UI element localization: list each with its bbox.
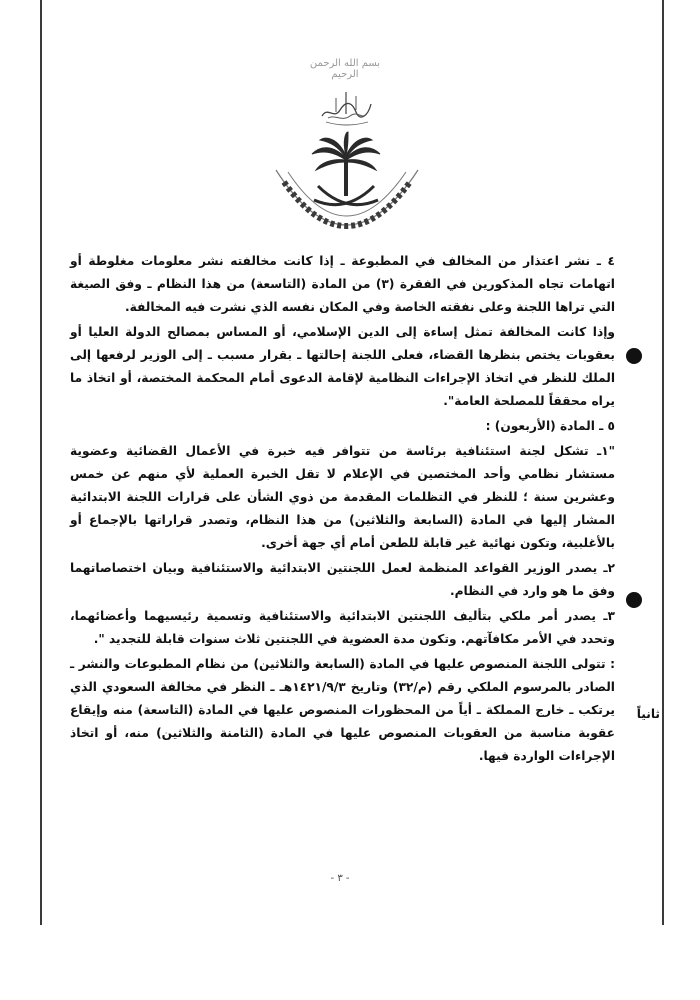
punch-hole-top	[626, 348, 642, 364]
clause-2: ٢ـ يصدر الوزير القواعد المنظمة لعمل اللجنتين الابتدائية والاستئنافية وبيان اختصاصاتهما وفق ما هو وارد في النظام.	[70, 561, 615, 598]
paragraph-item-4: ٤ ـ نشر اعتذار من المخالف في المطبوعة ـ إذا كانت مخالفته نشر معلومات مغلوطة أو اتهامات تجاه المذكورين في الفقرة (٣) من المادة (التاسعة) من هذا النظام ـ وفق الصيغة التي تراها اللجنة وعلى نفقته الخاصة وفي المكان نفسه الذي نشرت فيه المخالفة.	[70, 254, 615, 314]
section-second-text: : تتولى اللجنة المنصوص عليها في المادة (السابعة والثلاثين) من نظام المطبوعات والنشر ـ الصادر بالمرسوم الملكي رقم (م/٣٢) وتاريخ ١٤٢١/٩/٣هـ ـ النظر في مخالفة السعودي الذي يرتكب ـ خارج المملكة ـ أياً من المحظورات المنصوص عليها في المادة (التاسعة) منه وإيقاع عقوبة مناسبة من العقوبات المنصوص عليها في المادة (الثامنة والثلاثين) منه، أو اتخاذ الإجراءات الواردة فيها.	[70, 657, 615, 763]
left-margin-rule	[40, 0, 42, 925]
document-body	[70, 250, 615, 770]
section-second-label: ثانياً	[636, 707, 660, 721]
clause-3: ٣ـ يصدر أمر ملكي بتأليف اللجنتين الابتدائية والاستئنافية وتسمية رئيسيهما وأعضائهما، وتحدد في الأمر مكافآتهم. وتكون مدة العضوية في اللجنتين ثلاث سنوات قابلة للتجديد ".	[70, 609, 615, 646]
shahada-calligraphy-icon	[316, 86, 376, 128]
palm-tree-icon	[312, 132, 380, 196]
saudi-emblem-seal	[262, 130, 432, 245]
right-margin-rule	[662, 0, 664, 925]
page-number: - ٣ -	[330, 873, 350, 884]
clause-1: "١ـ تشكل لجنة استئنافية برئاسة من تتوافر فيه خبرة في الأعمال القضائية وعضوية مستشار نظامي وأحد المختصين في الإعلام لا تقل الخبرة العملية لأي منهم عن خمس وعشرين سنة ؛ للنظر في التظلمات المقدمة من ذوي الشأن على قرارات اللجنة الابتدائية المشار إليها في المادة (السابعة والثلاثين) من هذا النظام، وتصدر قراراتها بالإجماع أو بالأغلبية، وتكون نهائية غير قابلة للطعن أمام أي جهة أخرى.	[70, 444, 615, 550]
basmala-header: بسم الله الرحمن الرحيم	[309, 58, 381, 80]
paragraph-referral: وإذا كانت المخالفة تمثل إساءة إلى الدين الإسلامي، أو المساس بمصالح الدولة العليا أو بعقوبات يختص بنظرها القضاء، فعلى اللجنة إحالتها ـ بقرار مسبب ـ إلى الوزير لرفعها إلى الملك للنظر في اتخاذ الإجراءات النظامية لإقامة الدعوى أمام المحكمة المختصة، أو اتخاذ ما يراه محققاً للمصلحة العامة".	[70, 325, 615, 408]
punch-hole-bottom	[626, 592, 642, 608]
article-heading: ٥ ـ المادة (الأربعون) :	[485, 419, 615, 433]
